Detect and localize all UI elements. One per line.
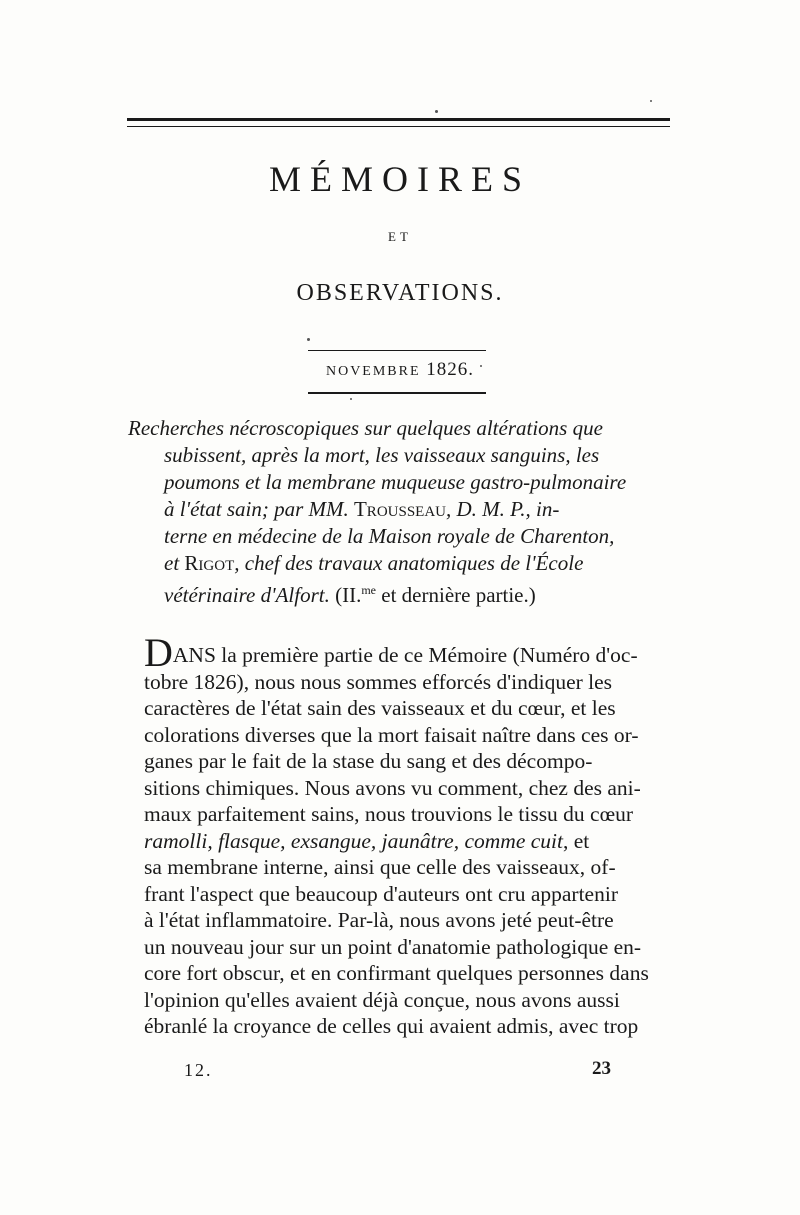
heading-line: poumons et la membrane muqueuse gastro-pulmonaire [164, 470, 627, 494]
page-subtitle: OBSERVATIONS. [296, 280, 504, 306]
heading-fragment: et [164, 551, 180, 575]
rule-thick [127, 118, 670, 121]
signature-mark: 12. [184, 1060, 213, 1080]
body-line [144, 828, 674, 855]
body-line: à l'état inflammatoire. Par-là, nous avons jeté peut-être [144, 908, 614, 932]
heading-line [128, 577, 673, 609]
body-line: maux parfaitement sains, nous trouvions le tissu du cœur [144, 802, 634, 826]
heading-fragment: , chef des travaux anatomiques de l'École [234, 551, 584, 575]
title-conjunction: ET [388, 229, 412, 244]
print-speck [435, 110, 438, 113]
issue-month: NOVEMBRE [325, 364, 421, 379]
author-name-rigot: Rigot [184, 551, 235, 575]
body-line: sa membrane interne, ainsi que celle des vaisseaux, of- [144, 855, 616, 879]
body-line: core fort obscur, et en confirmant quelques personnes dans [144, 961, 649, 985]
body-line: ébranlé la croyance de celles qui avaient admis, avec trop [144, 1014, 639, 1038]
body-line: colorations diverses que la mort faisait naître dans ces or- [144, 722, 639, 747]
body-fragment: la première partie de ce Mémoire (Numéro d'oc- [215, 643, 638, 667]
print-speck [307, 338, 310, 341]
body-line: un nouveau jour sur un point d'anatomie pathologique en- [144, 934, 642, 959]
date-rule-bottom [308, 392, 486, 394]
page-title: MÉMOIRES [268, 159, 532, 199]
header-double-rule [127, 118, 670, 127]
print-speck [480, 365, 482, 367]
heading-line: subissent, après la mort, les vaisseaux sanguins, les [164, 443, 600, 467]
body-line: sitions chimiques. Nous avons vu comment, chez des ani- [144, 775, 641, 800]
first-word-rest: ANS [172, 643, 216, 667]
part-label: (II. [335, 583, 362, 607]
part-label-rest: et dernière partie.) [376, 583, 536, 607]
rule-thin [127, 126, 670, 127]
issue-year: 1826. [426, 359, 475, 380]
heading-line [128, 550, 673, 577]
heading-line [128, 496, 673, 523]
article-heading [128, 415, 673, 609]
heading-line: terne en médecine de la Maison royale de Charenton, [164, 524, 615, 548]
heading-line: Recherches nécroscopiques sur quelques altérations que [128, 416, 603, 440]
print-speck [650, 100, 652, 102]
body-italic-fragment: ramolli, flasque, exsangue, jaunâtre, comme cuit [144, 828, 563, 853]
body-line: tobre 1826), nous nous sommes efforcés d'indiquer les [144, 669, 613, 694]
body-line: ganes par le fait de la stase du sang et des décompo- [144, 749, 593, 773]
heading-fragment: , D. M. P., in- [446, 497, 560, 521]
heading-fragment: vétérinaire d'Alfort. [164, 583, 330, 607]
body-line [144, 630, 674, 675]
body-line: frant l'aspect que beaucoup d'auteurs ont cru appartenir [144, 881, 618, 906]
part-label-superscript: me [361, 583, 377, 597]
drop-cap: D [144, 630, 173, 675]
body-line: caractères de l'état sain des vaisseaux et du cœur, et les [144, 696, 616, 720]
body-paragraph [144, 630, 674, 1040]
date-rule-top [308, 350, 486, 351]
body-fragment: , et [562, 828, 590, 853]
page-number: 23 [592, 1058, 611, 1079]
author-name-trousseau: Trousseau [353, 497, 446, 521]
print-speck [350, 398, 352, 400]
body-line: l'opinion qu'elles avaient déjà conçue, nous avons aussi [144, 987, 620, 1012]
heading-fragment: à l'état sain; par MM. [164, 497, 349, 521]
issue-date [0, 359, 800, 381]
